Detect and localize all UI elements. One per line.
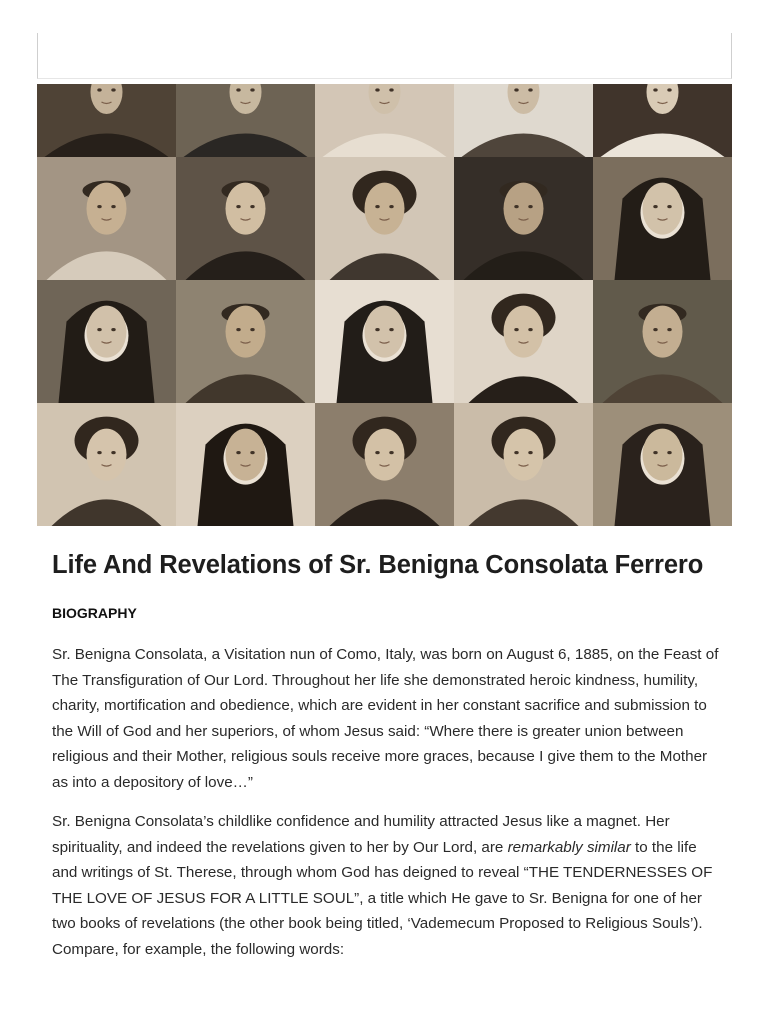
- biography-paragraph-1: Sr. Benigna Consolata, a Visitation nun of Como, Italy, was born on August 6, 1885, on the Feast of The Transfiguration of Our Lord. Throughout her life she demonstrated heroic kindness, humility, charity, mortification and obedience, which are evident in her constant sacrifice and submission to the Will of God and her superiors, of whom Jesus said: “Where there is greater union between religious and their Mother, religious souls receive more graces, because I give them to the Mother as into a depository of love…”: [52, 646, 719, 791]
- portrait-tile: [454, 280, 593, 403]
- portrait-tile: [593, 157, 732, 280]
- sepia-overlay: [593, 157, 732, 280]
- portrait-tile: [37, 84, 176, 157]
- portrait-tile: [315, 403, 454, 526]
- sepia-overlay: [454, 403, 593, 526]
- sepia-overlay: [454, 157, 593, 280]
- portrait-tile: [315, 280, 454, 403]
- sepia-overlay: [176, 84, 315, 157]
- portrait-tile: [176, 403, 315, 526]
- portrait-tile: [176, 157, 315, 280]
- section-label: BIOGRAPHY: [52, 605, 137, 621]
- portrait-tile: [37, 157, 176, 280]
- sepia-overlay: [37, 157, 176, 280]
- sepia-overlay: [593, 84, 732, 157]
- portrait-tile: [593, 84, 732, 157]
- sepia-overlay: [315, 157, 454, 280]
- sepia-overlay: [176, 403, 315, 526]
- paragraph-2-emphasis: remarkably similar: [507, 838, 631, 856]
- sepia-overlay: [593, 403, 732, 526]
- portrait-tile: [315, 157, 454, 280]
- embedded-frame-top: [37, 33, 732, 79]
- sepia-overlay: [454, 84, 593, 157]
- sepia-overlay: [176, 280, 315, 403]
- portrait-tile: [176, 280, 315, 403]
- sepia-overlay: [37, 84, 176, 157]
- sepia-overlay: [315, 84, 454, 157]
- sepia-overlay: [37, 403, 176, 526]
- paragraph-2-text-end: to the life and writings of St. Therese, through whom God has deigned to reveal “THE TENDERNESSES OF THE LOVE OF JESUS FOR A LITTLE SOUL”, a title which He gave to Sr. Benigna for one of her two books of revelations (the other book being titled, ‘Vademecum Proposed to Religious Souls’). Compare, for example, the following words:: [52, 838, 713, 958]
- sepia-overlay: [593, 280, 732, 403]
- biography-paragraph-2: [52, 809, 722, 962]
- portrait-tile: [454, 157, 593, 280]
- paragraph-2-text-start: Sr. Benigna Consolata’s childlike confidence and humility attracted Jesus like a magnet. Her spirituality, and indeed the revelations given to her by Our Lord, are: [52, 813, 670, 856]
- portrait-tile: [37, 403, 176, 526]
- portrait-tile: [315, 84, 454, 157]
- portrait-tile: [593, 280, 732, 403]
- portrait-collage-image: [37, 84, 732, 526]
- sepia-overlay: [315, 280, 454, 403]
- portrait-tile: [593, 403, 732, 526]
- portrait-tile: [37, 280, 176, 403]
- portrait-tile: [454, 84, 593, 157]
- sepia-overlay: [315, 403, 454, 526]
- sepia-overlay: [454, 280, 593, 403]
- sepia-overlay: [176, 157, 315, 280]
- page-title: Life And Revelations of Sr. Benigna Consolata Ferrero: [52, 551, 704, 579]
- portrait-tile: [454, 403, 593, 526]
- portrait-tile: [176, 84, 315, 157]
- sepia-overlay: [37, 280, 176, 403]
